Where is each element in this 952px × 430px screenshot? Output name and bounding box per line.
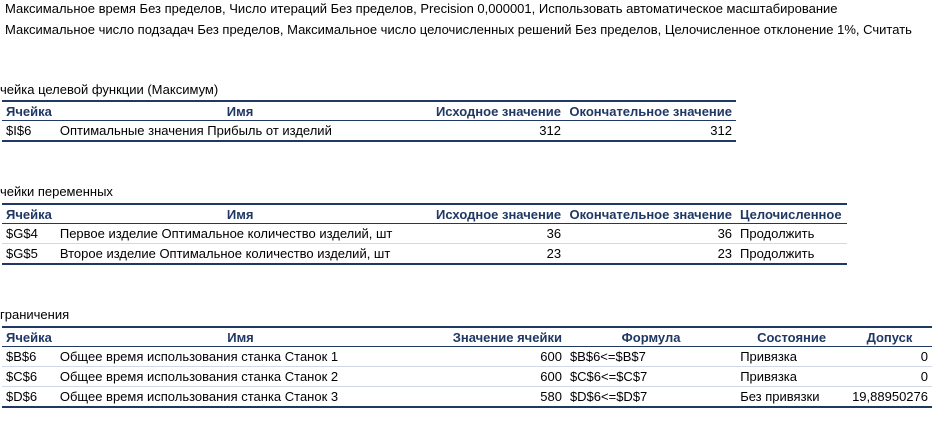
objective-table [2,100,736,142]
column-header: Имя [56,327,425,347]
table-row [2,367,932,387]
column-header: Имя [56,204,425,224]
slack: 0 [847,367,932,387]
final-value: 23 [565,244,736,265]
final-value: 36 [565,224,736,244]
table-row [2,121,736,142]
cell-address: $G$4 [2,224,56,244]
column-header: Ячейка [2,204,56,224]
formula: $B$6<=$B$7 [566,347,736,367]
cell-value: 600 [425,347,566,367]
final-value: 312 [565,121,736,142]
initial-value: 36 [424,224,565,244]
variables-table [2,203,847,265]
cell-name: Оптимальные значения Прибыль от изделий [56,121,424,142]
column-header: Значение ячейки [425,327,566,347]
integer-status: Продолжить [736,224,847,244]
column-header: Окончательное значение [565,204,736,224]
cell-value: 580 [425,387,566,408]
initial-value: 312 [424,121,565,142]
solver-options-line-2: Максимальное число подзадач Без пределов, Максимальное число целочисленных решений Без пределов, Целочисленное отклонение 1%, Считать [5,22,912,37]
column-header: Состояние [736,327,847,347]
cell-value: 600 [425,367,566,387]
table-header-row [2,327,932,347]
cell-address: $D$6 [2,387,56,408]
column-header: Ячейка [2,101,56,121]
table-row [2,387,932,408]
formula: $C$6<=$C$7 [566,367,736,387]
cell-address: $G$5 [2,244,56,265]
status: Привязка [736,367,847,387]
column-header: Окончательное значение [565,101,736,121]
cell-name: Общее время использования станка Станок 1 [56,347,425,367]
cell-name: Общее время использования станка Станок 2 [56,367,425,387]
column-header: Исходное значение [424,101,565,121]
formula: $D$6<=$D$7 [566,387,736,408]
table-row [2,347,932,367]
constraints-section-title: граничения [0,307,70,322]
table-row [2,244,847,265]
variables-section-title: чейки переменных [0,184,113,199]
status: Без привязки [736,387,847,408]
cell-name: Первое изделие Оптимальное количество изделий, шт [56,224,425,244]
slack: 19,88950276 [847,387,932,408]
cell-name: Второе изделие Оптимальное количество изделий, шт [56,244,425,265]
column-header: Исходное значение [424,204,565,224]
cell-address: $C$6 [2,367,56,387]
cell-address: $I$6 [2,121,56,142]
slack: 0 [847,347,932,367]
status: Привязка [736,347,847,367]
initial-value: 23 [424,244,565,265]
column-header: Формула [566,327,736,347]
column-header: Имя [56,101,424,121]
constraints-table [2,326,932,408]
table-row [2,224,847,244]
cell-name: Общее время использования станка Станок 3 [56,387,425,408]
table-header-row [2,204,847,224]
column-header: Ячейка [2,327,56,347]
column-header: Допуск [847,327,932,347]
objective-section-title: чейка целевой функции (Максимум) [0,82,219,97]
solver-options-line-1: Максимальное время Без пределов, Число итераций Без пределов, Precision 0,000001, Использовать автоматическое масштабирование [5,1,838,16]
column-header: Целочисленное [736,204,847,224]
integer-status: Продолжить [736,244,847,265]
cell-address: $B$6 [2,347,56,367]
table-header-row [2,101,736,121]
